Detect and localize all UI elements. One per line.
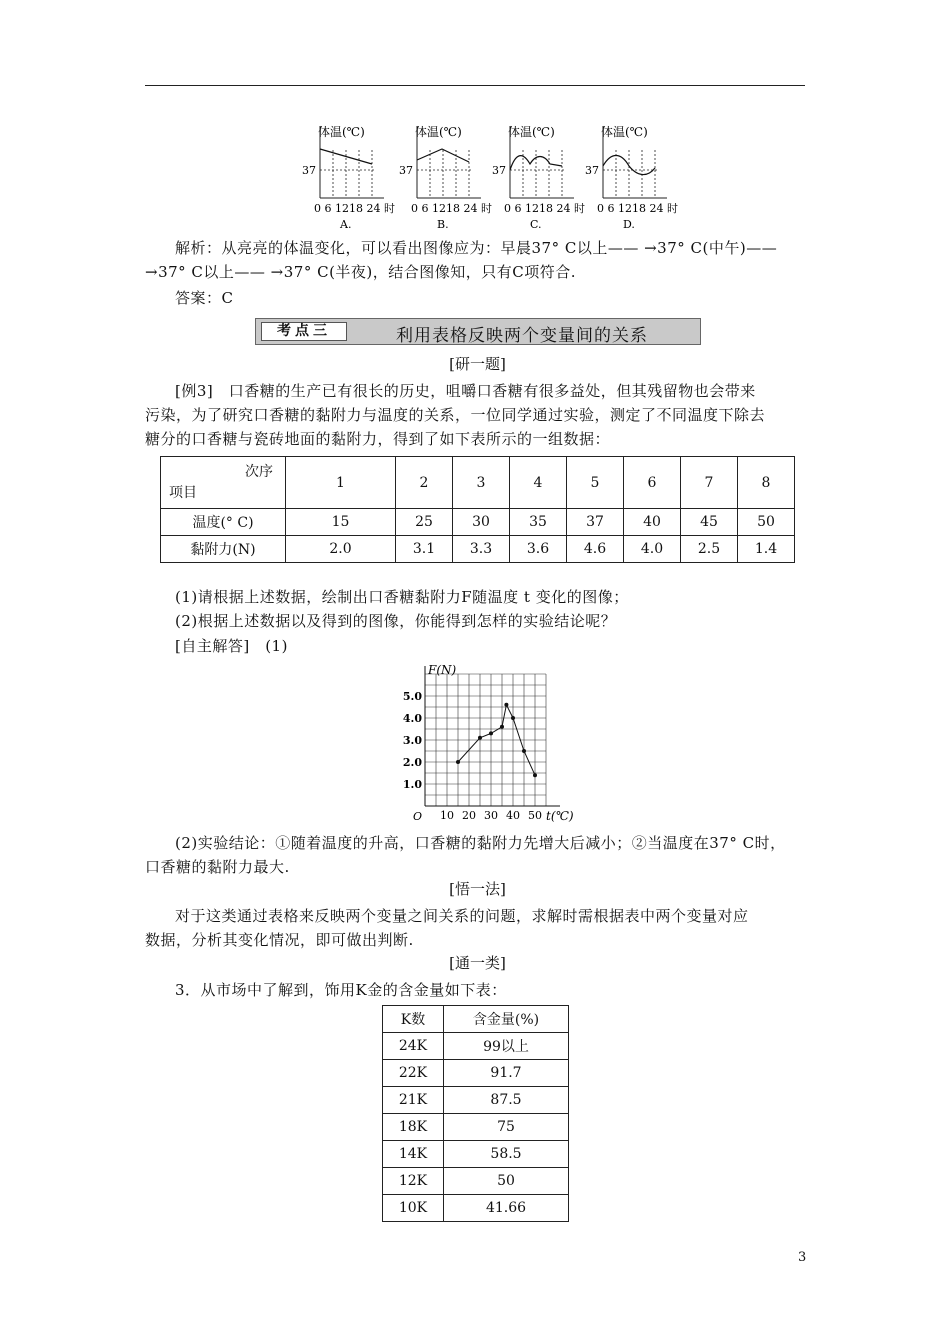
value-cell: 3.3 [453, 536, 510, 563]
gold-cell: 41.66 [444, 1195, 569, 1222]
y-tick-label: 5.0 [402, 690, 422, 703]
gold-cell: 75 [444, 1114, 569, 1141]
conclusion-line-2: 口香糖的黏附力最大. [145, 858, 290, 876]
y-tick-label: 2.0 [402, 756, 422, 769]
order-cell: 7 [681, 457, 738, 509]
gold-cell: 91.7 [444, 1060, 569, 1087]
y-tick-label: 4.0 [402, 712, 422, 725]
question-2: (2)根据上述数据以及得到的图像，你能得到怎样的实验结论呢？ [175, 612, 617, 630]
value-cell: 2.0 [286, 536, 396, 563]
banner-title: 利用表格反映两个变量间的关系 [396, 326, 648, 346]
row-label: 黏附力(N) [161, 536, 286, 563]
example-line-1: [例3] 口香糖的生产已有很长的历史，咀嚼口香糖有很多益处，但其残留物也会带来 [175, 382, 756, 400]
table-row [383, 1033, 569, 1060]
x-tick-label: 30 [484, 809, 498, 822]
k-cell: 24K [383, 1033, 444, 1060]
table-header-row [383, 1006, 569, 1033]
analysis-line-2: →37° C以上—— →37° C(半夜)，结合图像知，只有C项符合. [145, 263, 577, 281]
order-cell: 2 [396, 457, 453, 509]
mini-x-ticks: 0 6 1218 24 时 [504, 202, 585, 215]
table-row [161, 509, 795, 536]
answer: 答案：C [175, 289, 234, 307]
mini-chart [397, 122, 493, 232]
k-cell: 14K [383, 1141, 444, 1168]
mini-y-label: 37 [399, 164, 413, 177]
table-row [383, 1060, 569, 1087]
x-tick-label: 10 [440, 809, 454, 822]
header-rule [145, 85, 805, 86]
x-tick-label: 20 [462, 809, 476, 822]
value-cell: 3.6 [510, 536, 567, 563]
mini-caption: D. [623, 218, 635, 231]
adhesion-chart [400, 660, 660, 830]
method-line-2: 数据，分析其变化情况，即可做出判断. [145, 931, 414, 949]
data-point [456, 760, 460, 764]
mini-chart-title: 体温(℃) [601, 125, 648, 139]
mini-caption: C. [530, 218, 542, 231]
data-point [504, 703, 508, 707]
order-cell: 4 [510, 457, 567, 509]
value-cell: 35 [510, 509, 567, 536]
mini-y-label: 37 [302, 164, 316, 177]
mini-caption: B. [437, 218, 449, 231]
table-row [383, 1168, 569, 1195]
mini-x-ticks: 0 6 1218 24 时 [597, 202, 678, 215]
problem-3: 3．从市场中了解到，饰用K金的含金量如下表： [175, 981, 507, 999]
value-cell: 30 [453, 509, 510, 536]
mini-chart-title: 体温(℃) [415, 125, 462, 139]
gold-cell: 99以上 [444, 1033, 569, 1060]
data-point [500, 725, 504, 729]
banner-tag: 考点三 [261, 322, 347, 341]
x-axis-label: t(℃) [546, 809, 574, 823]
mini-chart [490, 122, 586, 232]
section-tong: [通一类] [449, 954, 506, 972]
gold-cell: 50 [444, 1168, 569, 1195]
data-point [478, 736, 482, 740]
table-row [383, 1195, 569, 1222]
header-cell: K数 [383, 1006, 444, 1033]
data-point [511, 716, 515, 720]
value-cell: 15 [286, 509, 396, 536]
mini-y-label: 37 [492, 164, 506, 177]
self-answer: [自主解答] (1) [175, 637, 288, 655]
example-line-2: 污染，为了研究口香糖的黏附力与温度的关系，一位同学通过实验，测定了不同温度下除去 [145, 406, 766, 424]
mini-chart [583, 122, 679, 232]
value-cell: 4.0 [624, 536, 681, 563]
mini-x-ticks: 0 6 1218 24 时 [314, 202, 395, 215]
k-cell: 21K [383, 1087, 444, 1114]
gold-cell: 58.5 [444, 1141, 569, 1168]
k-cell: 22K [383, 1060, 444, 1087]
value-cell: 45 [681, 509, 738, 536]
order-cell: 5 [567, 457, 624, 509]
order-cell: 1 [286, 457, 396, 509]
mini-chart-title: 体温(℃) [508, 125, 555, 139]
corner-top: 次序 [245, 464, 273, 480]
analysis-line-1: 解析：从亮亮的体温变化，可以看出图像应为：早晨37° C以上—— →37° C(中午)—— [175, 239, 778, 257]
section-wu: [悟一法] [449, 880, 506, 898]
table-row [383, 1141, 569, 1168]
row-label: 温度(° C) [161, 509, 286, 536]
x-tick-label: 40 [506, 809, 520, 822]
data-point [522, 749, 526, 753]
section-yan: [研一题] [449, 355, 506, 373]
gold-table [382, 1005, 569, 1222]
value-cell: 3.1 [396, 536, 453, 563]
mini-caption: A. [340, 218, 352, 231]
mini-chart-title: 体温(℃) [318, 125, 365, 139]
mini-x-ticks: 0 6 1218 24 时 [411, 202, 492, 215]
y-tick-label: 3.0 [402, 734, 422, 747]
table-row [383, 1087, 569, 1114]
k-cell: 12K [383, 1168, 444, 1195]
value-cell: 4.6 [567, 536, 624, 563]
table-row [161, 536, 795, 563]
k-cell: 10K [383, 1195, 444, 1222]
value-cell: 2.5 [681, 536, 738, 563]
gold-cell: 87.5 [444, 1087, 569, 1114]
order-cell: 8 [738, 457, 795, 509]
value-cell: 37 [567, 509, 624, 536]
order-cell: 3 [453, 457, 510, 509]
method-line-1: 对于这类通过表格来反映两个变量之间关系的问题，求解时需根据表中两个变量对应 [175, 907, 749, 925]
example-line-3: 糖分的口香糖与瓷砖地面的黏附力，得到了如下表所示的一组数据： [145, 430, 611, 448]
data-point [489, 731, 493, 735]
value-cell: 25 [396, 509, 453, 536]
conclusion-line-1: (2)实验结论：①随着温度的升高，口香糖的黏附力先增大后减小；②当温度在37° C时， [175, 834, 786, 852]
y-axis-label: F(N) [428, 663, 457, 677]
question-1: (1)请根据上述数据，绘制出口香糖黏附力F随温度 t 变化的图像； [175, 588, 629, 606]
page-number: 3 [798, 1250, 807, 1265]
corner-bottom: 项目 [169, 485, 197, 501]
value-cell: 40 [624, 509, 681, 536]
origin-label: O [413, 810, 423, 823]
mini-chart [300, 122, 396, 232]
table-row [383, 1114, 569, 1141]
k-cell: 18K [383, 1114, 444, 1141]
y-tick-label: 1.0 [402, 778, 422, 791]
data-point [533, 773, 537, 777]
section-banner [255, 318, 701, 345]
header-cell: 含金量(%) [444, 1006, 569, 1033]
data-table [160, 456, 795, 563]
order-cell: 6 [624, 457, 681, 509]
value-cell: 50 [738, 509, 795, 536]
x-tick-label: 50 [528, 809, 542, 822]
mini-y-label: 37 [585, 164, 599, 177]
value-cell: 1.4 [738, 536, 795, 563]
table-corner [161, 457, 286, 509]
